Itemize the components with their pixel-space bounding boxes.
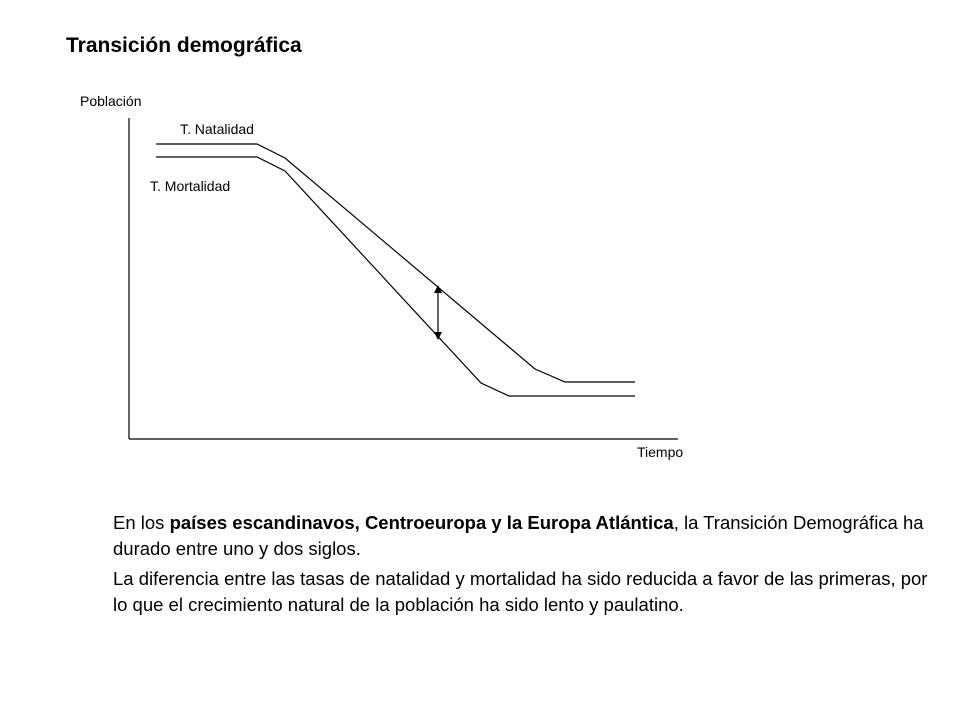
- p1-before: En los: [113, 512, 170, 533]
- slide-title: Transición demográfica: [66, 34, 302, 57]
- y-axis-label: Población: [80, 93, 142, 109]
- paragraph-2: La diferencia entre las tasas de natalidad y mortalidad ha sido reducida a favor de las primeras, por lo que el crecimiento natural de la población ha sido lento y paulatino.: [113, 568, 928, 615]
- x-axis-label: Tiempo: [637, 444, 684, 460]
- p1-bold-regions: países escandinavos, Centroeuropa y la Europa Atlántica: [169, 512, 674, 533]
- mortalidad-label: T. Mortalidad: [150, 178, 231, 194]
- natalidad-label: T. Natalidad: [180, 121, 254, 137]
- paragraph-1: [113, 510, 933, 562]
- p1-after: , la Transición Demográfica ha durado entre uno y dos siglos.: [113, 512, 924, 559]
